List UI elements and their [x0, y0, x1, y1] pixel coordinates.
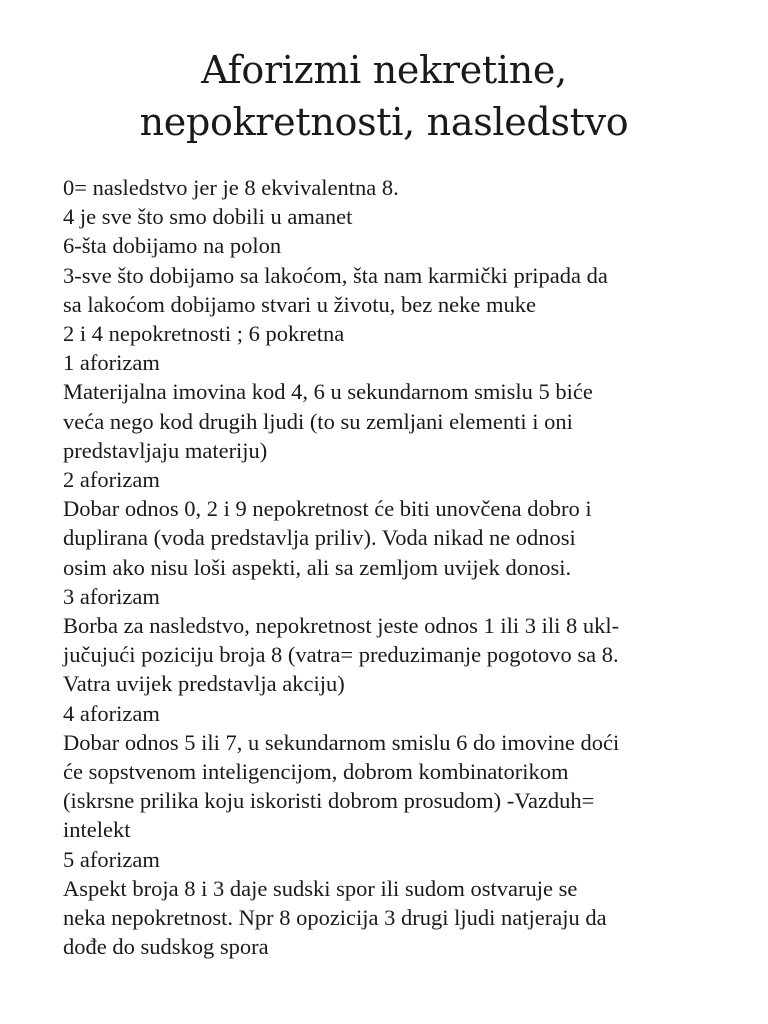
- text-line: će sopstvenom inteligencijom, dobrom kombinatorikom: [63, 759, 569, 785]
- text-line: 0= nasledstvo jer je 8 ekvivalentna 8.: [63, 175, 399, 200]
- text-line: (iskrsne prilika koju iskoristi dobrom prosudom) -Vazduh=: [63, 788, 595, 814]
- section-heading: 4 aforizam: [63, 700, 160, 726]
- text-line: Dobar odnos 0, 2 i 9 nepokretnost će biti unovčena dobro i: [63, 496, 592, 522]
- text-line: intelekt: [63, 817, 131, 843]
- text-line: duplirana (voda predstavlja priliv). Voda nikad ne odnosi: [63, 525, 576, 551]
- section-heading: 3 aforizam: [63, 583, 160, 609]
- text-line: neka nepokretnost. Npr 8 opozicija 3 drugi ljudi natjeraju da: [63, 905, 607, 931]
- text-line: sa lakoćom dobijamo stvari u životu, bez neke muke: [63, 291, 536, 317]
- text-line: dođe do sudskog spora: [63, 934, 269, 960]
- text-line: veća nego kod drugih ljudi (to su zemljani elementi i oni: [63, 408, 573, 434]
- text-line: predstavljaju materiju): [63, 437, 268, 463]
- text-line: jučujući poziciju broja 8 (vatra= preduzimanje pogotovo sa 8.: [63, 642, 619, 668]
- document-body: [63, 173, 723, 961]
- text-line: Borba za nasledstvo, nepokretnost jeste odnos 1 ili 3 ili 8 ukl-: [63, 613, 620, 639]
- section-heading: 5 aforizam: [63, 846, 160, 872]
- text-line: Materijalna imovina kod 4, 6 u sekundarnom smislu 5 biće: [63, 379, 593, 405]
- text-line: 4 je sve što smo dobili u amanet: [63, 204, 353, 230]
- text-line: 6-šta dobijamo na polon: [63, 233, 282, 259]
- text-line: Dobar odnos 5 ili 7, u sekundarnom smislu 6 do imovine doći: [63, 729, 620, 755]
- text-line: 2 i 4 nepokretnosti ; 6 pokretna: [63, 321, 345, 347]
- text-line: 3-sve što dobijamo sa lakoćom, šta nam karmički pripada da: [63, 262, 608, 288]
- text-line: osim ako nisu loši aspekti, ali sa zemljom uvijek donosi.: [63, 554, 572, 580]
- section-heading: 1 aforizam: [63, 350, 160, 376]
- text-line: Vatra uvijek predstavlja akciju): [63, 671, 345, 697]
- section-heading: 2 aforizam: [63, 467, 160, 493]
- page-title: [0, 44, 768, 148]
- title-line-2: nepokretnosti, nasledstvo: [139, 100, 629, 144]
- text-line: Aspekt broja 8 i 3 daje sudski spor ili sudom ostvaruje se: [63, 875, 578, 901]
- title-line-1: Aforizmi nekretine,: [201, 48, 567, 92]
